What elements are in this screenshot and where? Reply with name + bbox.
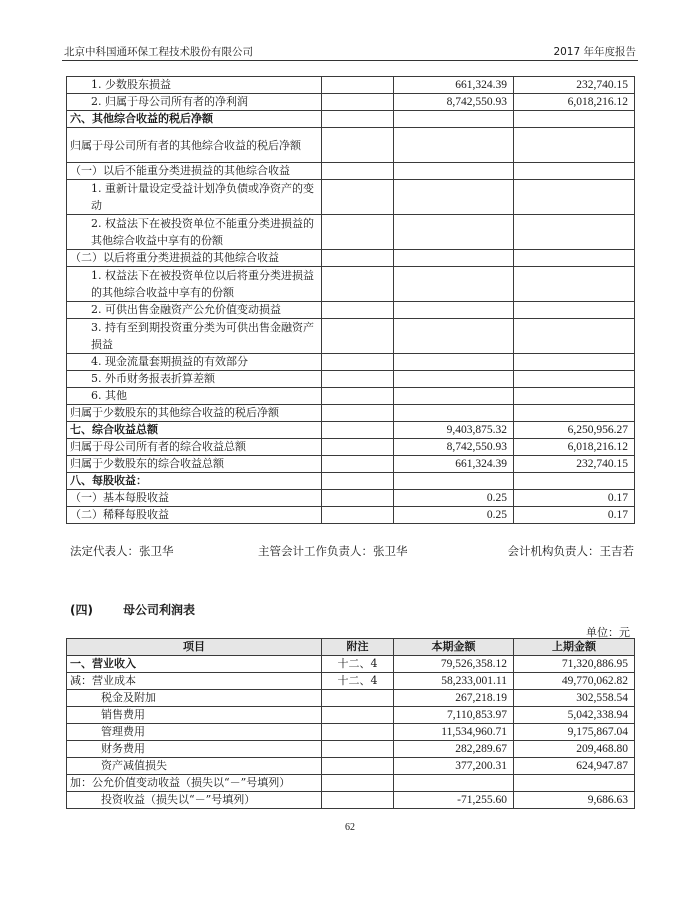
row-prior [514, 215, 635, 250]
company-name: 北京中科国通环保工程技术股份有限公司 [64, 46, 253, 58]
row-prior [514, 163, 635, 180]
row-note [322, 473, 394, 490]
row-prior: 302,558.54 [514, 690, 635, 707]
row-note [322, 690, 394, 707]
row-label: 1. 重新计量设定受益计划净负债或净资产的变动 [67, 180, 322, 215]
row-current [394, 215, 514, 250]
row-prior [514, 354, 635, 371]
page-number: 62 [345, 822, 355, 833]
row-note: 十二、4 [322, 656, 394, 673]
row-note [322, 741, 394, 758]
row-prior [514, 180, 635, 215]
accounting-org-head: 会计机构负责人：王吉若 [507, 544, 634, 558]
row-current [394, 111, 514, 128]
table-row [67, 267, 635, 302]
parent-income-statement-table [66, 638, 635, 809]
table-row [67, 724, 635, 741]
row-label: 归属于母公司所有者的综合收益总额 [67, 439, 322, 456]
row-note [322, 77, 394, 94]
row-label: 税金及附加 [67, 690, 322, 707]
table-row [67, 319, 635, 354]
row-current [394, 354, 514, 371]
row-label: 减：营业成本 [67, 673, 322, 690]
row-current [394, 128, 514, 163]
row-prior: 6,018,216.12 [514, 94, 635, 111]
section-heading [70, 601, 195, 618]
row-note [322, 267, 394, 302]
header-current: 本期金额 [394, 639, 514, 656]
row-label: 六、其他综合收益的税后净额 [67, 111, 322, 128]
row-label: 2. 权益法下在被投资单位不能重分类进损益的其他综合收益中享有的份额 [67, 215, 322, 250]
row-label: 1. 少数股东损益 [67, 77, 322, 94]
table-row [67, 673, 635, 690]
row-prior [514, 473, 635, 490]
row-label: （二）以后将重分类进损益的其他综合收益 [67, 250, 322, 267]
row-current: 8,742,550.93 [394, 94, 514, 111]
table-row [67, 473, 635, 490]
row-label: （一）以后不能重分类进损益的其他综合收益 [67, 163, 322, 180]
table-row [67, 758, 635, 775]
row-prior: 232,740.15 [514, 456, 635, 473]
row-prior [514, 250, 635, 267]
row-note [322, 250, 394, 267]
report-title: 2017 年年度报告 [553, 46, 636, 58]
table-row [67, 215, 635, 250]
row-prior: 232,740.15 [514, 77, 635, 94]
row-note [322, 94, 394, 111]
row-note [322, 354, 394, 371]
row-label: 财务费用 [67, 741, 322, 758]
row-label: 6. 其他 [67, 388, 322, 405]
row-prior: 0.17 [514, 490, 635, 507]
table-row [67, 405, 635, 422]
row-current [394, 775, 514, 792]
row-note [322, 792, 394, 809]
page-header [62, 42, 638, 60]
row-note [322, 319, 394, 354]
table-row [67, 792, 635, 809]
row-label: 资产减值损失 [67, 758, 322, 775]
row-note [322, 775, 394, 792]
row-current: 377,200.31 [394, 758, 514, 775]
row-current: 282,289.67 [394, 741, 514, 758]
row-prior: 9,686.63 [514, 792, 635, 809]
table-row [67, 775, 635, 792]
row-note [322, 163, 394, 180]
table-row [67, 456, 635, 473]
row-prior: 49,770,062.82 [514, 673, 635, 690]
row-current [394, 163, 514, 180]
table-row [67, 180, 635, 215]
row-note [322, 128, 394, 163]
row-current: 7,110,853.97 [394, 707, 514, 724]
row-current [394, 473, 514, 490]
row-note [322, 388, 394, 405]
row-prior [514, 128, 635, 163]
row-label: 投资收益（损失以“－”号填列） [67, 792, 322, 809]
row-current: 9,403,875.32 [394, 422, 514, 439]
row-prior: 9,175,867.04 [514, 724, 635, 741]
row-current: 661,324.39 [394, 456, 514, 473]
table-row [67, 354, 635, 371]
section-title: 母公司利润表 [122, 603, 195, 617]
row-label: 归属于少数股东的综合收益总额 [67, 456, 322, 473]
row-note [322, 405, 394, 422]
row-current: 58,233,001.11 [394, 673, 514, 690]
table-row [67, 690, 635, 707]
row-note [322, 180, 394, 215]
row-note [322, 758, 394, 775]
row-prior [514, 371, 635, 388]
row-label: 2. 归属于母公司所有者的净利润 [67, 94, 322, 111]
row-prior [514, 775, 635, 792]
row-note [322, 371, 394, 388]
row-current: 661,324.39 [394, 77, 514, 94]
row-prior: 71,320,886.95 [514, 656, 635, 673]
row-prior [514, 267, 635, 302]
row-current [394, 371, 514, 388]
row-prior [514, 319, 635, 354]
row-note [322, 456, 394, 473]
accounting-head: 主管会计工作负责人：张卫华 [258, 544, 408, 558]
row-current: 0.25 [394, 490, 514, 507]
row-current [394, 267, 514, 302]
table-row [67, 128, 635, 163]
row-label: 4. 现金流量套期损益的有效部分 [67, 354, 322, 371]
row-current [394, 180, 514, 215]
row-prior: 0.17 [514, 507, 635, 524]
table-row [67, 422, 635, 439]
table-row [67, 77, 635, 94]
header-divider [62, 60, 638, 61]
row-label: 归属于少数股东的其他综合收益的税后净额 [67, 405, 322, 422]
row-label: 销售费用 [67, 707, 322, 724]
row-prior: 6,250,956.27 [514, 422, 635, 439]
row-note [322, 490, 394, 507]
income-statement-continued-table [66, 76, 635, 524]
table-header-row [67, 639, 635, 656]
row-current [394, 302, 514, 319]
row-label: 1. 权益法下在被投资单位以后将重分类进损益的其他综合收益中享有的份额 [67, 267, 322, 302]
row-current: -71,255.60 [394, 792, 514, 809]
header-note: 附注 [322, 639, 394, 656]
row-prior: 624,947.87 [514, 758, 635, 775]
currency-unit: 单位：元 [586, 626, 630, 639]
row-prior: 209,468.80 [514, 741, 635, 758]
row-label: 2. 可供出售金融资产公允价值变动损益 [67, 302, 322, 319]
table-row [67, 490, 635, 507]
row-label: （二）稀释每股收益 [67, 507, 322, 524]
row-label: 八、每股收益： [67, 473, 322, 490]
section-number: (四) [70, 603, 93, 617]
row-prior [514, 111, 635, 128]
table-row [67, 741, 635, 758]
table-row [67, 507, 635, 524]
row-current: 79,526,358.12 [394, 656, 514, 673]
row-label: 归属于母公司所有者的其他综合收益的税后净额 [67, 128, 322, 163]
row-note [322, 215, 394, 250]
row-label: 5. 外币财务报表折算差额 [67, 371, 322, 388]
row-note [322, 302, 394, 319]
row-current [394, 388, 514, 405]
row-label: 七、综合收益总额 [67, 422, 322, 439]
row-current: 11,534,960.71 [394, 724, 514, 741]
table-row [67, 388, 635, 405]
table-row [67, 111, 635, 128]
row-label: 管理费用 [67, 724, 322, 741]
row-current [394, 405, 514, 422]
table-row [67, 163, 635, 180]
row-note: 十二、4 [322, 673, 394, 690]
table-row [67, 656, 635, 673]
header-prior: 上期金额 [514, 639, 635, 656]
row-prior [514, 405, 635, 422]
row-current: 267,218.19 [394, 690, 514, 707]
table-row [67, 707, 635, 724]
row-label: 加：公允价值变动收益（损失以“－”号填列） [67, 775, 322, 792]
row-prior [514, 302, 635, 319]
row-prior: 6,018,216.12 [514, 439, 635, 456]
row-note [322, 724, 394, 741]
row-prior: 5,042,338.94 [514, 707, 635, 724]
row-note [322, 422, 394, 439]
row-note [322, 707, 394, 724]
row-note [322, 111, 394, 128]
row-note [322, 507, 394, 524]
signature-line [70, 543, 638, 559]
row-label: 3. 持有至到期投资重分类为可供出售金融资产损益 [67, 319, 322, 354]
table-row [67, 371, 635, 388]
row-current: 8,742,550.93 [394, 439, 514, 456]
table-row [67, 302, 635, 319]
row-label: （一）基本每股收益 [67, 490, 322, 507]
row-current: 0.25 [394, 507, 514, 524]
table-row [67, 439, 635, 456]
row-current [394, 250, 514, 267]
header-item: 项目 [67, 639, 322, 656]
row-note [322, 439, 394, 456]
table-row [67, 94, 635, 111]
row-current [394, 319, 514, 354]
row-label: 一、营业收入 [67, 656, 322, 673]
row-prior [514, 388, 635, 405]
table-row [67, 250, 635, 267]
legal-representative: 法定代表人：张卫华 [70, 544, 174, 558]
